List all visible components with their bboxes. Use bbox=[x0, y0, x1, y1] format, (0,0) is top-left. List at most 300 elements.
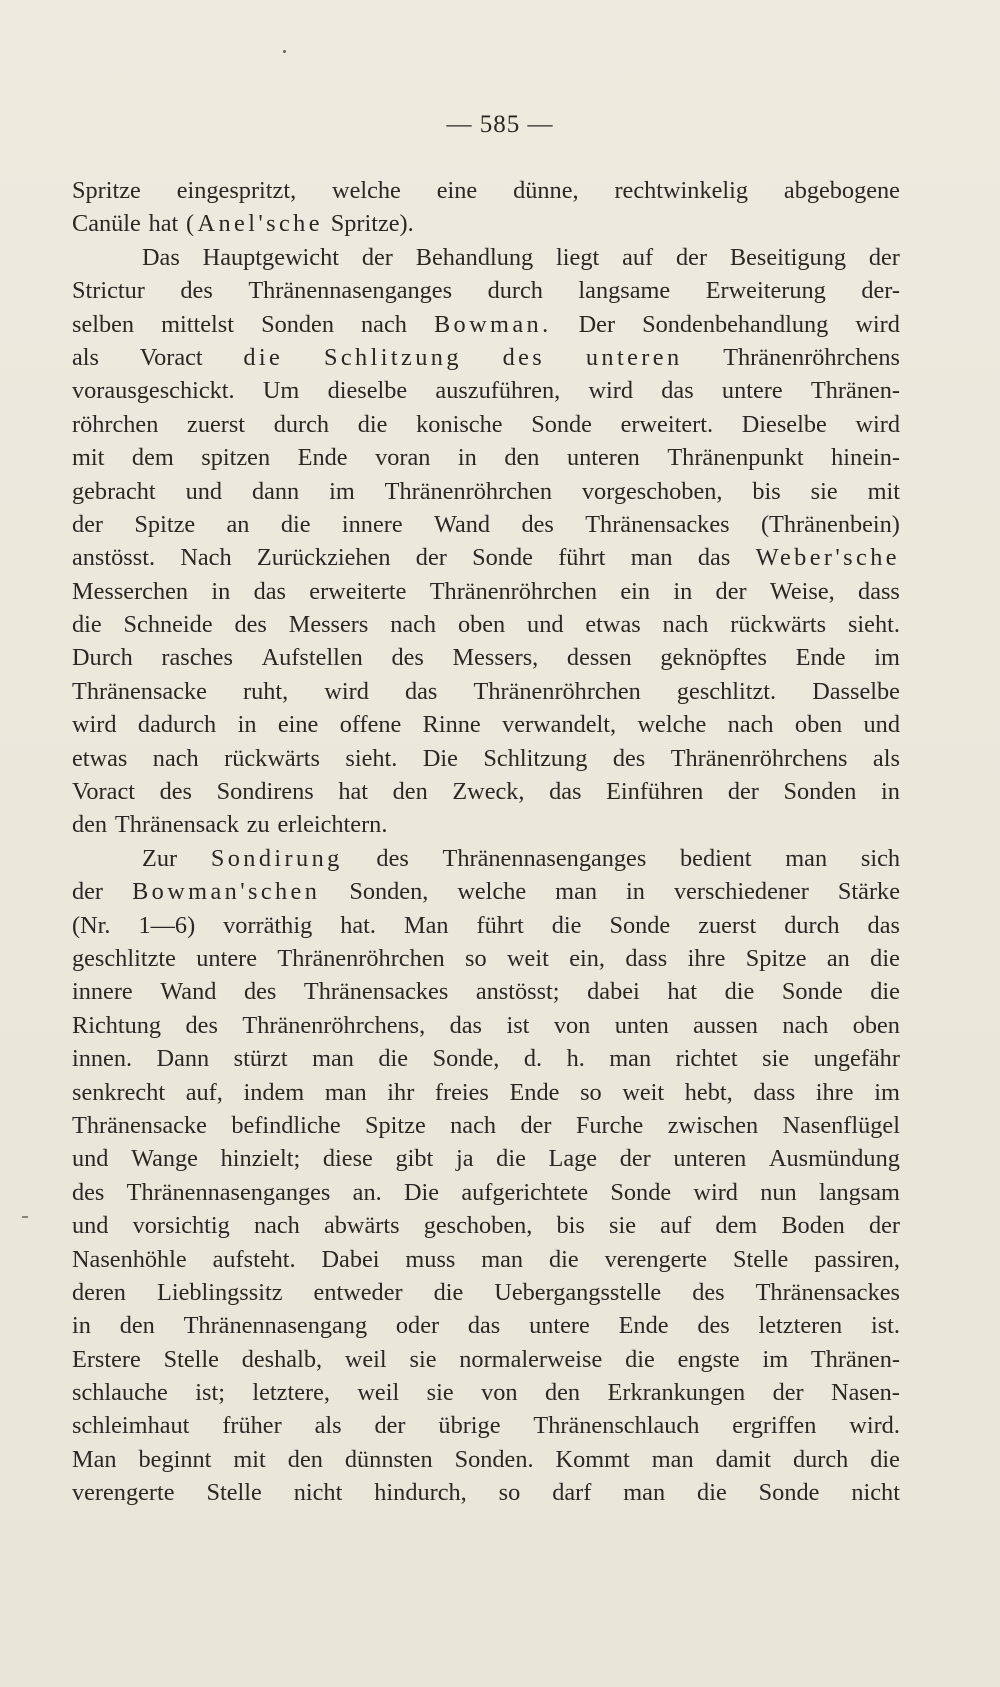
word: unteren bbox=[673, 1145, 747, 1173]
word: man bbox=[623, 1479, 666, 1507]
text-line bbox=[72, 441, 900, 474]
word: sie bbox=[409, 1345, 437, 1373]
word: Spritze). bbox=[330, 210, 414, 238]
word: den bbox=[287, 1445, 323, 1473]
word: man bbox=[312, 1045, 354, 1073]
word: deshalb, bbox=[241, 1345, 323, 1373]
word: an bbox=[226, 510, 250, 538]
word: Ende bbox=[509, 1078, 560, 1106]
word: Stärke bbox=[837, 878, 900, 906]
word: Thränennasengang bbox=[183, 1312, 368, 1340]
word: die bbox=[433, 1278, 464, 1306]
word: passiren, bbox=[814, 1245, 900, 1273]
word: hindurch, bbox=[374, 1479, 467, 1507]
word: Einführen bbox=[606, 778, 704, 806]
word: der bbox=[415, 544, 447, 572]
word: geschoben, bbox=[423, 1212, 533, 1240]
word: Um bbox=[262, 377, 300, 405]
text-line bbox=[72, 508, 900, 541]
word: Messers, bbox=[452, 644, 539, 672]
word: (Anel'sche bbox=[186, 210, 323, 238]
word: der bbox=[868, 1212, 900, 1240]
word: die bbox=[496, 1145, 526, 1173]
word: Sondirung bbox=[210, 844, 343, 872]
word: dass bbox=[753, 1078, 796, 1106]
word: hat bbox=[338, 778, 369, 806]
word: verengerte bbox=[72, 1479, 175, 1507]
word: den bbox=[119, 1312, 155, 1340]
word: Thränenröhrchens bbox=[670, 744, 848, 772]
word: Strictur bbox=[72, 277, 145, 305]
word: Thränennasenganges bbox=[442, 844, 647, 872]
word: Sonde bbox=[610, 1178, 672, 1206]
word: nach bbox=[782, 1011, 829, 1039]
word: dünne, bbox=[513, 177, 579, 204]
word: rückwärts bbox=[730, 611, 827, 639]
word: dieselbe bbox=[327, 377, 408, 405]
word: des bbox=[502, 343, 546, 371]
text-line bbox=[72, 975, 900, 1008]
text-line bbox=[72, 1376, 900, 1409]
word: abgebogene bbox=[783, 177, 900, 204]
word: als bbox=[314, 1412, 342, 1440]
word: vorgeschoben, bbox=[581, 477, 723, 505]
word: welche bbox=[457, 878, 527, 906]
word: ergriffen bbox=[732, 1412, 817, 1440]
word: Thränensacke bbox=[72, 1111, 207, 1139]
text-line bbox=[72, 1076, 900, 1109]
word: erleichtern. bbox=[277, 811, 388, 839]
word: diese bbox=[322, 1145, 373, 1173]
word: Thränennasenganges bbox=[248, 277, 453, 305]
word: bis bbox=[556, 1212, 585, 1240]
word: Messers bbox=[288, 611, 369, 639]
word: vorsichtig bbox=[132, 1212, 230, 1240]
word: damit bbox=[715, 1445, 771, 1473]
word: Thränen- bbox=[810, 377, 900, 405]
word: dann bbox=[251, 477, 300, 505]
word: Sonden bbox=[261, 310, 334, 338]
word: in bbox=[211, 577, 231, 605]
text-line bbox=[72, 641, 900, 674]
word: sieht. bbox=[345, 744, 398, 772]
text-line bbox=[72, 808, 900, 841]
word: als bbox=[72, 343, 99, 371]
word: verwandelt, bbox=[502, 711, 617, 739]
word: Die bbox=[403, 1178, 440, 1206]
word: Wand bbox=[160, 978, 217, 1006]
text-line bbox=[72, 742, 900, 775]
word: anstösst. bbox=[72, 544, 156, 572]
word: Erkrankungen bbox=[607, 1379, 746, 1407]
word: des bbox=[612, 744, 646, 772]
print-speck bbox=[283, 50, 286, 53]
word: auszuführen, bbox=[435, 377, 561, 405]
word: Stelle bbox=[206, 1479, 262, 1507]
word: des bbox=[697, 1312, 730, 1340]
word: als bbox=[872, 744, 900, 772]
text-line bbox=[72, 308, 900, 341]
word: aufsteht. bbox=[212, 1245, 296, 1273]
text-line bbox=[72, 608, 900, 641]
text-line bbox=[72, 1476, 900, 1509]
word: langsame bbox=[578, 277, 671, 305]
text-line bbox=[72, 1042, 900, 1075]
word: mit bbox=[867, 477, 900, 505]
word: Thränenröhrchen bbox=[384, 477, 552, 505]
word: bedient bbox=[680, 844, 752, 872]
word: ungefähr bbox=[813, 1045, 900, 1073]
word: der bbox=[868, 243, 900, 271]
word: ist; bbox=[195, 1379, 225, 1407]
text-line bbox=[72, 374, 900, 407]
word: welche bbox=[637, 711, 707, 739]
word: nicht bbox=[293, 1479, 343, 1507]
word: wird. bbox=[849, 1412, 900, 1440]
word: Zurückziehen bbox=[256, 544, 391, 572]
word: des bbox=[376, 844, 409, 872]
word: Der bbox=[578, 310, 616, 338]
word: Bowman. bbox=[433, 310, 552, 338]
word: führt bbox=[476, 911, 524, 939]
word: die bbox=[378, 1045, 409, 1073]
word: so bbox=[498, 1479, 521, 1507]
word: indem bbox=[243, 1078, 305, 1106]
word: Uebergangsstelle bbox=[494, 1278, 662, 1306]
word: aufgerichtete bbox=[461, 1178, 589, 1206]
word: das bbox=[867, 911, 900, 939]
word: den bbox=[392, 778, 428, 806]
word: die bbox=[280, 510, 311, 538]
word: das bbox=[697, 544, 731, 572]
word: im bbox=[762, 1345, 789, 1373]
word: Schlitzung bbox=[323, 343, 462, 371]
word: Stelle bbox=[732, 1245, 789, 1273]
word: zu bbox=[246, 811, 270, 839]
word: h. bbox=[566, 1045, 585, 1073]
word: ihre bbox=[687, 944, 726, 972]
word: dünnsten bbox=[344, 1445, 433, 1473]
word: liegt bbox=[556, 243, 600, 271]
word: Dabei bbox=[321, 1245, 380, 1273]
word: den bbox=[72, 811, 108, 839]
word: Zur bbox=[142, 844, 178, 872]
word: Thränensack bbox=[114, 811, 239, 839]
word: hinzielt; bbox=[220, 1145, 301, 1173]
word: hinein- bbox=[831, 444, 900, 472]
word: Thränenröhrchens, bbox=[242, 1011, 426, 1039]
word: zwischen bbox=[667, 1111, 759, 1139]
word: die bbox=[870, 978, 900, 1006]
word: ist. bbox=[870, 1312, 900, 1340]
word: Boden bbox=[781, 1212, 845, 1240]
word: vorräthig bbox=[223, 911, 313, 939]
word: dem bbox=[131, 444, 174, 472]
word: entweder bbox=[313, 1278, 403, 1306]
word: Sonden bbox=[783, 778, 857, 806]
word: Wange bbox=[131, 1145, 198, 1173]
word: der bbox=[727, 778, 759, 806]
word: Die bbox=[422, 744, 458, 772]
text-line bbox=[72, 207, 900, 240]
word: Sonde bbox=[758, 1479, 820, 1507]
word: der- bbox=[861, 277, 900, 305]
word: Sonden, bbox=[349, 878, 429, 906]
word: oder bbox=[395, 1312, 440, 1340]
word: ihr bbox=[387, 1078, 415, 1106]
word: in bbox=[673, 577, 693, 605]
word: Thränenröhrchen bbox=[473, 677, 641, 705]
word: man bbox=[785, 844, 828, 872]
text-line bbox=[72, 174, 900, 207]
word: innere bbox=[72, 978, 133, 1006]
word: Richtung bbox=[72, 1011, 162, 1039]
word: die bbox=[697, 1479, 727, 1507]
word: Thränensackes bbox=[585, 510, 730, 538]
text-line bbox=[72, 575, 900, 608]
word: das bbox=[253, 577, 286, 605]
word: sie bbox=[426, 1379, 454, 1407]
word: der bbox=[619, 1145, 651, 1173]
word: von bbox=[481, 1379, 518, 1407]
word: das bbox=[661, 377, 694, 405]
word: schlauche bbox=[72, 1379, 168, 1407]
word: unteren bbox=[566, 444, 640, 472]
word: weil bbox=[357, 1379, 400, 1407]
word: röhrchen bbox=[72, 410, 159, 438]
word: ist bbox=[506, 1011, 530, 1039]
word: voran bbox=[375, 444, 431, 472]
text-line bbox=[72, 1276, 900, 1309]
word: führt bbox=[558, 544, 606, 572]
word: wird bbox=[693, 1178, 738, 1206]
word: eingespritzt, bbox=[176, 177, 297, 204]
word: Sonden. bbox=[454, 1445, 534, 1473]
word: sieht. bbox=[847, 611, 900, 639]
word: Stelle bbox=[163, 1345, 219, 1373]
word: Canüle bbox=[72, 210, 141, 238]
word: sich bbox=[860, 844, 900, 872]
word: freies bbox=[434, 1078, 489, 1106]
text-line bbox=[72, 241, 900, 274]
body-text bbox=[72, 174, 900, 1510]
word: ihre bbox=[815, 1078, 854, 1106]
word: durch bbox=[487, 277, 543, 305]
word: das bbox=[549, 778, 582, 806]
word: verengerte bbox=[604, 1245, 708, 1273]
word: ruht, bbox=[243, 677, 289, 705]
word: das bbox=[405, 677, 438, 705]
word: Ende bbox=[618, 1312, 669, 1340]
word: gibt bbox=[395, 1145, 434, 1173]
text-line bbox=[72, 1443, 900, 1476]
word: man bbox=[630, 544, 673, 572]
word: Man bbox=[403, 911, 449, 939]
word: engste bbox=[677, 1345, 740, 1373]
word: darf bbox=[552, 1479, 592, 1507]
word: Thränenröhrchen bbox=[277, 944, 445, 972]
text-line bbox=[72, 1309, 900, 1342]
word: (Nr. bbox=[72, 911, 111, 939]
text-line bbox=[72, 875, 900, 908]
word: nach bbox=[450, 1111, 497, 1139]
word: erweiterte bbox=[309, 577, 407, 605]
word: unten bbox=[614, 1011, 669, 1039]
word: Thränenpunkt bbox=[667, 444, 804, 472]
word: Erstere bbox=[72, 1345, 141, 1373]
word: der bbox=[361, 243, 393, 271]
text-line bbox=[72, 909, 900, 942]
word: an. bbox=[352, 1178, 382, 1206]
word: selben bbox=[72, 310, 135, 338]
word: dadurch bbox=[137, 711, 217, 739]
text-line bbox=[72, 1409, 900, 1442]
word: in bbox=[626, 878, 645, 906]
word: (Thränenbein) bbox=[760, 510, 900, 538]
word: weit bbox=[507, 944, 549, 972]
word: Nach bbox=[180, 544, 232, 572]
word: letztere, bbox=[252, 1379, 330, 1407]
word: so bbox=[580, 1078, 602, 1106]
word: im bbox=[874, 644, 900, 672]
word: des bbox=[72, 1178, 105, 1206]
word: Thränenröhrchen bbox=[429, 577, 598, 605]
word: Spitze bbox=[365, 1111, 426, 1139]
word: wird bbox=[72, 711, 117, 739]
word: Durch bbox=[72, 644, 133, 672]
word: geschlitzt. bbox=[676, 677, 777, 705]
text-line bbox=[72, 942, 900, 975]
word: oben bbox=[457, 611, 506, 639]
word: wird bbox=[588, 377, 634, 405]
word: Sonde bbox=[781, 978, 843, 1006]
word: die bbox=[357, 410, 388, 438]
word: Beseitigung bbox=[729, 243, 846, 271]
word: in bbox=[72, 1312, 91, 1340]
word: den bbox=[545, 1379, 581, 1407]
word: des bbox=[185, 1011, 218, 1039]
text-line bbox=[72, 1209, 900, 1242]
word: Voract bbox=[139, 343, 203, 371]
word: von bbox=[553, 1011, 591, 1039]
word: man bbox=[651, 1445, 694, 1473]
word: in bbox=[457, 444, 477, 472]
word: geknöpftes bbox=[660, 644, 767, 672]
text-line bbox=[72, 675, 900, 708]
word: wird bbox=[855, 410, 900, 438]
text-line bbox=[72, 708, 900, 741]
word: Thränen- bbox=[810, 1345, 900, 1373]
text-line bbox=[72, 1243, 900, 1276]
word: 1—6) bbox=[138, 911, 196, 939]
word: die bbox=[548, 1245, 579, 1273]
word: oben bbox=[794, 711, 843, 739]
word: beginnt bbox=[138, 1445, 212, 1473]
word: nach bbox=[390, 611, 437, 639]
word: Sonde bbox=[531, 410, 592, 438]
word: hebt, bbox=[684, 1078, 733, 1106]
word: stürzt bbox=[233, 1045, 288, 1073]
word: Rinne bbox=[422, 711, 481, 739]
text-line bbox=[72, 274, 900, 307]
word: Hauptgewicht bbox=[202, 243, 339, 271]
word: durch bbox=[784, 911, 840, 939]
word: Wand bbox=[433, 510, 491, 538]
word: Ende bbox=[297, 444, 348, 472]
word: langsam bbox=[818, 1178, 900, 1206]
word: muss bbox=[405, 1245, 456, 1273]
word: in bbox=[880, 778, 900, 806]
word: der bbox=[715, 577, 747, 605]
text-line bbox=[72, 1176, 900, 1209]
word: nun bbox=[760, 1178, 797, 1206]
word: der bbox=[72, 878, 104, 906]
word: die bbox=[625, 1345, 655, 1373]
text-line bbox=[72, 341, 900, 374]
word: Thränensacke bbox=[72, 677, 207, 705]
word: vorausgeschickt. bbox=[72, 377, 235, 405]
page-number-header: — 585 — bbox=[446, 111, 554, 138]
word: das bbox=[467, 1312, 501, 1340]
word: gebracht bbox=[72, 477, 156, 505]
word: mittelst bbox=[161, 310, 235, 338]
margin-mark bbox=[22, 1216, 28, 1218]
word: dessen bbox=[566, 644, 632, 672]
word: hat. bbox=[340, 911, 376, 939]
word: d. bbox=[523, 1045, 543, 1073]
word: nach bbox=[253, 1212, 300, 1240]
word: der bbox=[676, 243, 708, 271]
word: innere bbox=[341, 510, 403, 538]
word: Schneide bbox=[123, 611, 213, 639]
word: auf bbox=[622, 243, 654, 271]
word: Furche bbox=[575, 1111, 644, 1139]
word: rechtwinkelig bbox=[614, 177, 749, 204]
word: im bbox=[874, 1078, 900, 1106]
word: Zweck, bbox=[452, 778, 525, 806]
word: Sonde bbox=[609, 911, 671, 939]
word: Sondenbehandlung bbox=[642, 310, 829, 338]
word: des bbox=[159, 778, 192, 806]
word: man bbox=[555, 878, 598, 906]
word: zuerst bbox=[698, 911, 757, 939]
word: ein bbox=[620, 577, 651, 605]
text-line bbox=[72, 475, 900, 508]
text-line bbox=[72, 842, 900, 875]
word: Lieblingssitz bbox=[156, 1278, 283, 1306]
word: rückwärts bbox=[224, 744, 320, 772]
word: untere bbox=[196, 944, 257, 972]
word: Dieselbe bbox=[741, 410, 827, 438]
word: Nasenhöhle bbox=[72, 1245, 187, 1273]
text-line bbox=[72, 775, 900, 808]
text-line bbox=[72, 1343, 900, 1376]
word: des bbox=[243, 978, 277, 1006]
word: des bbox=[180, 277, 213, 305]
word: normalerweise bbox=[459, 1345, 603, 1373]
text-line bbox=[72, 1009, 900, 1042]
word: mit bbox=[72, 444, 105, 472]
word: Nasen- bbox=[831, 1379, 900, 1407]
word: offene bbox=[339, 711, 402, 739]
word: und bbox=[185, 477, 223, 505]
word: des bbox=[692, 1278, 725, 1306]
word: Bowman'schen bbox=[132, 878, 321, 906]
word: Nasenflügel bbox=[782, 1111, 900, 1139]
word: der bbox=[374, 1412, 406, 1440]
word: Erweiterung bbox=[705, 277, 826, 305]
word: spitzen bbox=[201, 444, 271, 472]
